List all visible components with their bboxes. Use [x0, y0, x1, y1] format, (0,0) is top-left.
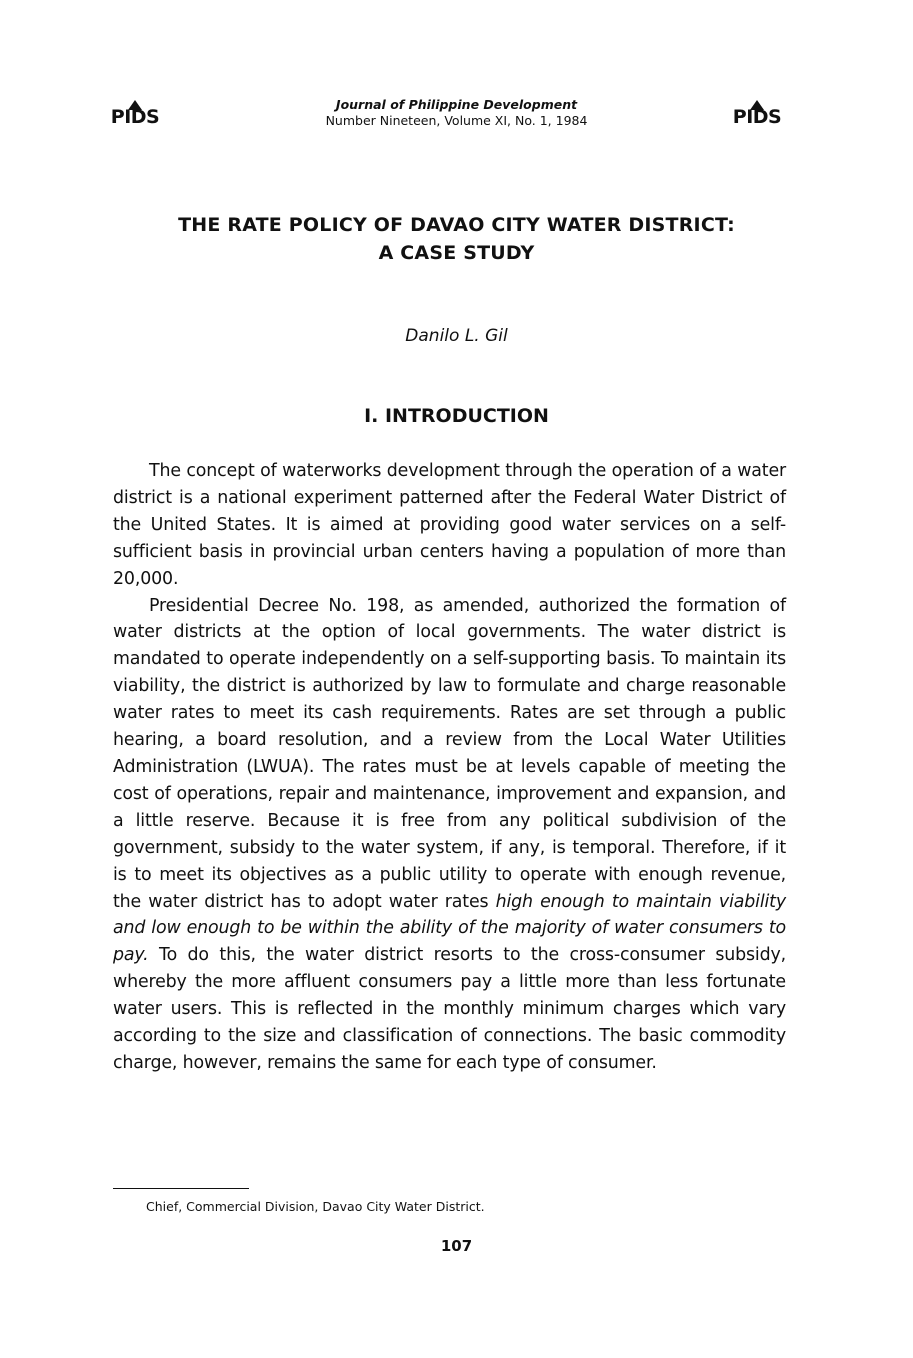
pids-logo-text-left: PIDS — [110, 106, 160, 128]
paragraph-2 — [113, 593, 786, 1077]
footnote-rule — [113, 1188, 249, 1189]
paragraph-2-part2: To do this, the water district resorts to the cross-consumer subsidy, whereby the more affluent consumers pay a little more than less fortunate water users. This is reflected in the monthly minimum charges which vary according to the size and classification of connections. The basic commodity charge, however, remains the same for each type of consumer. — [113, 945, 786, 1073]
article-title-line1: THE RATE POLICY OF DAVAO CITY WATER DISTRICT: — [178, 214, 735, 236]
journal-name: Journal of Philippine Development — [335, 97, 578, 112]
paragraph-2-part1: Presidential Decree No. 198, as amended, authorized the formation of water districts at the option of local governments. The water district is mandated to operate independently on a self-supporting basis. To maintain its viability, the district is authorized by law to formulate and charge reasonable water rates to meet its cash requirements. Rates are set through a public hearing, a board resolution, and a review from the Local Water Utilities Administration (LWUA). The rates must be at levels capable of meeting the cost of operations, repair and maintenance, improvement and expansion, and a little reserve. Because it is free from any political subdivision of the government, subsidy to the water system, if any, is temporal. Therefore, if it is to meet its objectives as a public utility to operate with enough revenue, the water district has to adopt water rates — [113, 595, 786, 912]
footnote: Chief, Commercial Division, Davao City Water District. — [146, 1199, 485, 1214]
page-number: 107 — [440, 1237, 473, 1255]
pids-logo-right — [728, 100, 786, 134]
section-heading: I. INTRODUCTION — [364, 405, 549, 427]
article-title-line2: A CASE STUDY — [378, 242, 535, 264]
article-title — [0, 211, 913, 267]
paragraph-2-emphasis: high enough to maintain viability and low enough to be within the ability of the majority of water consumers to pay. — [113, 891, 786, 966]
article-body — [113, 458, 786, 1077]
paragraph-1: The concept of waterworks development through the operation of a water district is a national experiment patterned after the Federal Water District of the United States. It is aimed at providing good water services on a self-sufficient basis in provincial urban centers having a population of more than 20,000. — [113, 461, 786, 589]
pids-logo-text-right: PIDS — [732, 106, 782, 128]
article-author: Danilo L. Gil — [405, 326, 508, 346]
journal-issue: Number Nineteen, Volume XI, No. 1, 1984 — [325, 113, 588, 128]
